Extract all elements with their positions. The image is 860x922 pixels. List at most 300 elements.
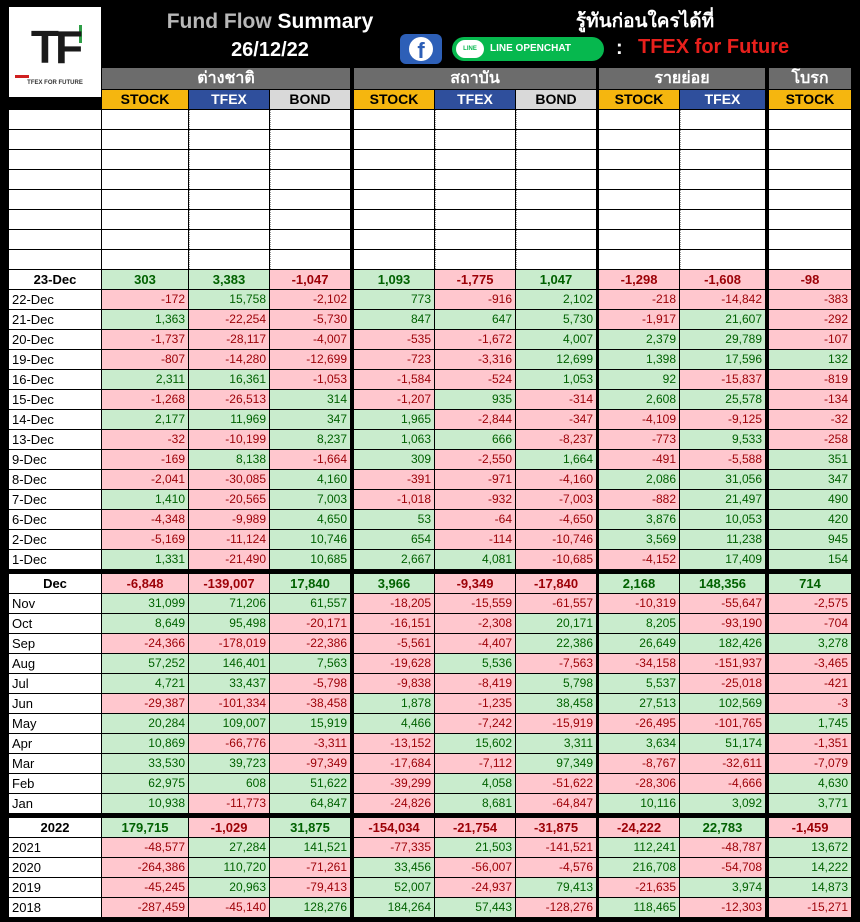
data-cell: 51,174 — [680, 734, 765, 753]
summary-value: -1,775 — [435, 270, 515, 289]
blank-cell — [102, 230, 188, 249]
column-header-bond: BOND — [270, 90, 350, 109]
data-cell: -45,245 — [102, 878, 188, 897]
column-header-stock: STOCK — [599, 90, 679, 109]
data-cell: -24,366 — [102, 634, 188, 653]
summary-label: 23-Dec — [9, 270, 101, 289]
data-cell: 8,205 — [599, 614, 679, 633]
data-cell: -535 — [354, 330, 434, 349]
data-cell: -1,672 — [435, 330, 515, 349]
summary-value: 1,093 — [354, 270, 434, 289]
data-cell: 118,465 — [599, 898, 679, 917]
summary-value: 179,715 — [102, 818, 188, 837]
row-label: 20-Dec — [9, 330, 101, 349]
data-cell: -264,386 — [102, 858, 188, 877]
data-cell: 3,876 — [599, 510, 679, 529]
data-cell: 5,536 — [435, 654, 515, 673]
data-cell: 3,569 — [599, 530, 679, 549]
data-cell: 3,092 — [680, 794, 765, 813]
blank-cell — [769, 250, 851, 269]
row-label: 21-Dec — [9, 310, 101, 329]
blank-cell — [189, 250, 269, 269]
data-cell: 314 — [270, 390, 350, 409]
row-label: 9-Dec — [9, 450, 101, 469]
data-cell: -4,407 — [435, 634, 515, 653]
data-cell: 7,563 — [270, 654, 350, 673]
blank-cell — [189, 190, 269, 209]
data-cell: -172 — [102, 290, 188, 309]
blank-cell — [769, 210, 851, 229]
data-cell: 4,721 — [102, 674, 188, 693]
page-title — [140, 9, 400, 35]
data-cell: -20,565 — [189, 490, 269, 509]
blank-cell — [354, 250, 434, 269]
title-part-summary: Summary — [277, 10, 374, 33]
blank-cell — [435, 170, 515, 189]
data-cell: 1,664 — [516, 450, 596, 469]
data-cell: 11,238 — [680, 530, 765, 549]
data-cell: -16,151 — [354, 614, 434, 633]
data-cell: -1,584 — [354, 370, 434, 389]
data-cell: -32 — [769, 410, 851, 429]
blank-label-cell — [9, 250, 101, 269]
blank-cell — [680, 190, 765, 209]
data-cell: 1,410 — [102, 490, 188, 509]
data-cell: -704 — [769, 614, 851, 633]
data-cell: 52,007 — [354, 878, 434, 897]
data-cell: 146,401 — [189, 654, 269, 673]
data-cell: 31,099 — [102, 594, 188, 613]
blank-cell — [189, 150, 269, 169]
blank-cell — [769, 150, 851, 169]
blank-cell — [354, 170, 434, 189]
data-cell: -5,798 — [270, 674, 350, 693]
blank-cell — [102, 110, 188, 129]
blank-cell — [435, 130, 515, 149]
data-cell: -1,235 — [435, 694, 515, 713]
title-part-fund-flow: Fund Flow — [166, 10, 272, 33]
data-cell: 20,963 — [189, 878, 269, 897]
column-header-stock: STOCK — [102, 90, 188, 109]
data-cell: 4,466 — [354, 714, 434, 733]
data-cell: 8,649 — [102, 614, 188, 633]
data-cell: -258 — [769, 430, 851, 449]
data-cell: -292 — [769, 310, 851, 329]
data-cell: 51,622 — [270, 774, 350, 793]
data-cell: 5,537 — [599, 674, 679, 693]
data-cell: -34,158 — [599, 654, 679, 673]
row-label: 2018 — [9, 898, 101, 917]
data-cell: -11,124 — [189, 530, 269, 549]
blank-cell — [270, 250, 350, 269]
data-cell: 3,278 — [769, 634, 851, 653]
data-cell: 10,746 — [270, 530, 350, 549]
data-cell: -15,919 — [516, 714, 596, 733]
row-label: Aug — [9, 654, 101, 673]
data-cell: 945 — [769, 530, 851, 549]
data-cell: -14,280 — [189, 350, 269, 369]
data-cell: -21,490 — [189, 550, 269, 569]
data-cell: 2,667 — [354, 550, 434, 569]
data-cell: -13,152 — [354, 734, 434, 753]
blank-label-cell — [9, 110, 101, 129]
data-cell: 141,521 — [270, 838, 350, 857]
data-cell: 128,276 — [270, 898, 350, 917]
data-cell: 97,349 — [516, 754, 596, 773]
blank-cell — [516, 190, 596, 209]
blank-cell — [354, 210, 434, 229]
data-cell: 20,284 — [102, 714, 188, 733]
facebook-icon: f — [409, 37, 433, 61]
row-label: Jan — [9, 794, 101, 813]
blank-cell — [102, 170, 188, 189]
data-cell: 21,607 — [680, 310, 765, 329]
data-cell: -32 — [102, 430, 188, 449]
row-label: Sep — [9, 634, 101, 653]
row-label: Mar — [9, 754, 101, 773]
data-cell: -723 — [354, 350, 434, 369]
blank-cell — [435, 210, 515, 229]
data-cell: 5,730 — [516, 310, 596, 329]
blank-cell — [270, 210, 350, 229]
data-cell: 15,919 — [270, 714, 350, 733]
data-cell: -101,334 — [189, 694, 269, 713]
data-cell: -2,308 — [435, 614, 515, 633]
data-cell: 1,331 — [102, 550, 188, 569]
data-cell: -28,306 — [599, 774, 679, 793]
data-cell: -7,242 — [435, 714, 515, 733]
data-cell: 154 — [769, 550, 851, 569]
data-cell: 2,177 — [102, 410, 188, 429]
data-cell: -18,205 — [354, 594, 434, 613]
data-cell: 4,081 — [435, 550, 515, 569]
data-cell: -2,844 — [435, 410, 515, 429]
summary-value: 3,383 — [189, 270, 269, 289]
data-cell: -39,299 — [354, 774, 434, 793]
data-cell: -93,190 — [680, 614, 765, 633]
data-cell: -1,053 — [270, 370, 350, 389]
summary-value: 31,875 — [270, 818, 350, 837]
data-cell: -4,160 — [516, 470, 596, 489]
line-chat-icon: LINE — [456, 40, 484, 58]
blank-cell — [270, 110, 350, 129]
data-cell: -4,152 — [599, 550, 679, 569]
group-header: โบรก — [769, 68, 851, 89]
data-cell: 4,650 — [270, 510, 350, 529]
data-cell: -2,575 — [769, 594, 851, 613]
data-cell: 79,413 — [516, 878, 596, 897]
data-cell: 27,284 — [189, 838, 269, 857]
data-cell: -8,767 — [599, 754, 679, 773]
data-cell: 132 — [769, 350, 851, 369]
blank-cell — [516, 230, 596, 249]
blank-cell — [354, 190, 434, 209]
data-cell: -1,917 — [599, 310, 679, 329]
blank-cell — [769, 190, 851, 209]
data-cell: -4,650 — [516, 510, 596, 529]
row-label: Jul — [9, 674, 101, 693]
data-cell: 666 — [435, 430, 515, 449]
blank-cell — [516, 210, 596, 229]
data-cell: 39,723 — [189, 754, 269, 773]
data-cell: 4,160 — [270, 470, 350, 489]
blank-cell — [680, 170, 765, 189]
blank-cell — [435, 150, 515, 169]
data-cell: 21,503 — [435, 838, 515, 857]
row-label: May — [9, 714, 101, 733]
summary-value: 2,168 — [599, 574, 679, 593]
data-cell: 4,007 — [516, 330, 596, 349]
data-cell: -10,319 — [599, 594, 679, 613]
summary-value: -9,349 — [435, 574, 515, 593]
data-cell: -287,459 — [102, 898, 188, 917]
blank-cell — [516, 130, 596, 149]
data-cell: -38,458 — [270, 694, 350, 713]
data-cell: -15,271 — [769, 898, 851, 917]
data-cell: 38,458 — [516, 694, 596, 713]
summary-value: 22,783 — [680, 818, 765, 837]
row-label: Nov — [9, 594, 101, 613]
column-header-stock: STOCK — [769, 90, 851, 109]
data-cell: -1,018 — [354, 490, 434, 509]
row-label: 2-Dec — [9, 530, 101, 549]
data-cell: -1,268 — [102, 390, 188, 409]
data-cell: 12,699 — [516, 350, 596, 369]
data-cell: 10,938 — [102, 794, 188, 813]
row-label: 13-Dec — [9, 430, 101, 449]
data-cell: 2,379 — [599, 330, 679, 349]
column-header-stock: STOCK — [354, 90, 434, 109]
data-cell: 3,311 — [516, 734, 596, 753]
data-cell: 110,720 — [189, 858, 269, 877]
data-cell: 1,878 — [354, 694, 434, 713]
data-cell: 490 — [769, 490, 851, 509]
data-cell: -7,563 — [516, 654, 596, 673]
data-cell: -5,561 — [354, 634, 434, 653]
data-cell: 351 — [769, 450, 851, 469]
data-cell: -8,419 — [435, 674, 515, 693]
data-cell: 1,398 — [599, 350, 679, 369]
data-cell: -882 — [599, 490, 679, 509]
data-cell: -7,079 — [769, 754, 851, 773]
blank-cell — [102, 190, 188, 209]
data-cell: -61,557 — [516, 594, 596, 613]
data-cell: 182,426 — [680, 634, 765, 653]
data-cell: 8,237 — [270, 430, 350, 449]
data-cell: -128,276 — [516, 898, 596, 917]
logo-letters: TF — [30, 21, 80, 73]
summary-value: -98 — [769, 270, 851, 289]
data-cell: 17,409 — [680, 550, 765, 569]
data-cell: -4,007 — [270, 330, 350, 349]
data-cell: -3,311 — [270, 734, 350, 753]
data-cell: -97,349 — [270, 754, 350, 773]
blank-cell — [189, 130, 269, 149]
blank-label-cell — [9, 130, 101, 149]
data-cell: -5,169 — [102, 530, 188, 549]
data-cell: -218 — [599, 290, 679, 309]
data-cell: 8,138 — [189, 450, 269, 469]
data-cell: 10,053 — [680, 510, 765, 529]
blank-cell — [599, 230, 679, 249]
data-cell: -64 — [435, 510, 515, 529]
row-label: 14-Dec — [9, 410, 101, 429]
data-cell: -391 — [354, 470, 434, 489]
data-cell: -26,513 — [189, 390, 269, 409]
summary-value: -139,007 — [189, 574, 269, 593]
data-cell: -3,316 — [435, 350, 515, 369]
summary-value: -1,029 — [189, 818, 269, 837]
blank-cell — [599, 250, 679, 269]
data-cell: 11,969 — [189, 410, 269, 429]
summary-label: 2022 — [9, 818, 101, 837]
data-cell: 15,602 — [435, 734, 515, 753]
data-cell: 20,171 — [516, 614, 596, 633]
data-cell: 71,206 — [189, 594, 269, 613]
logo-subtitle: TFEX FOR FUTURE — [27, 80, 83, 86]
data-cell: -12,303 — [680, 898, 765, 917]
data-cell: 8,681 — [435, 794, 515, 813]
data-cell: -383 — [769, 290, 851, 309]
blank-cell — [435, 110, 515, 129]
data-cell: -807 — [102, 350, 188, 369]
data-cell: 2,102 — [516, 290, 596, 309]
facebook-button[interactable] — [400, 34, 442, 64]
blank-cell — [599, 190, 679, 209]
data-cell: -48,577 — [102, 838, 188, 857]
blank-cell — [270, 230, 350, 249]
data-cell: -178,019 — [189, 634, 269, 653]
data-cell: -7,112 — [435, 754, 515, 773]
data-cell: -773 — [599, 430, 679, 449]
row-label: 7-Dec — [9, 490, 101, 509]
summary-value: -1,608 — [680, 270, 765, 289]
data-cell: -54,708 — [680, 858, 765, 877]
blank-label-cell — [9, 150, 101, 169]
row-label: 2021 — [9, 838, 101, 857]
data-cell: 29,789 — [680, 330, 765, 349]
data-cell: -24,826 — [354, 794, 434, 813]
data-cell: 1,965 — [354, 410, 434, 429]
blank-cell — [599, 150, 679, 169]
data-cell: -10,685 — [516, 550, 596, 569]
blank-cell — [516, 150, 596, 169]
data-cell: -11,773 — [189, 794, 269, 813]
column-header-tfex: TFEX — [189, 90, 269, 109]
summary-value: 714 — [769, 574, 851, 593]
data-cell: 16,361 — [189, 370, 269, 389]
line-openchat-button[interactable] — [452, 37, 604, 61]
data-cell: -71,261 — [270, 858, 350, 877]
data-cell: 2,311 — [102, 370, 188, 389]
data-cell: -4,109 — [599, 410, 679, 429]
data-cell: -66,776 — [189, 734, 269, 753]
data-cell: 4,630 — [769, 774, 851, 793]
data-cell: -347 — [516, 410, 596, 429]
data-cell: -114 — [435, 530, 515, 549]
row-label: Jun — [9, 694, 101, 713]
data-cell: -32,611 — [680, 754, 765, 773]
blank-cell — [354, 130, 434, 149]
data-cell: -4,348 — [102, 510, 188, 529]
data-cell: 2,608 — [599, 390, 679, 409]
data-cell: -77,335 — [354, 838, 434, 857]
blank-label-cell — [9, 230, 101, 249]
data-cell: 10,685 — [270, 550, 350, 569]
summary-value: -6,848 — [102, 574, 188, 593]
data-cell: -14,842 — [680, 290, 765, 309]
data-cell: 57,443 — [435, 898, 515, 917]
summary-value: 303 — [102, 270, 188, 289]
data-cell: -4,576 — [516, 858, 596, 877]
promo-colon: : — [616, 37, 623, 59]
summary-value: -1,459 — [769, 818, 851, 837]
data-cell: 347 — [270, 410, 350, 429]
blank-cell — [680, 130, 765, 149]
row-label: Feb — [9, 774, 101, 793]
data-cell: 33,456 — [354, 858, 434, 877]
blank-label-cell — [9, 210, 101, 229]
data-cell: -151,937 — [680, 654, 765, 673]
row-label: 2019 — [9, 878, 101, 897]
summary-value: -154,034 — [354, 818, 434, 837]
summary-value: -31,875 — [516, 818, 596, 837]
blank-cell — [680, 230, 765, 249]
promo-text: รู้ทันก่อนใครได้ที่ — [575, 11, 715, 32]
blank-cell — [354, 150, 434, 169]
blank-cell — [189, 210, 269, 229]
blank-cell — [680, 210, 765, 229]
blank-cell — [516, 110, 596, 129]
blank-cell — [102, 210, 188, 229]
data-cell: -1,351 — [769, 734, 851, 753]
data-cell: 10,869 — [102, 734, 188, 753]
blank-cell — [680, 250, 765, 269]
data-cell: -56,007 — [435, 858, 515, 877]
data-cell: 17,596 — [680, 350, 765, 369]
data-cell: -101,765 — [680, 714, 765, 733]
data-cell: -1,737 — [102, 330, 188, 349]
blank-cell — [435, 250, 515, 269]
data-cell: -932 — [435, 490, 515, 509]
data-cell: -48,787 — [680, 838, 765, 857]
data-cell: 92 — [599, 370, 679, 389]
data-cell: 61,557 — [270, 594, 350, 613]
data-cell: -64,847 — [516, 794, 596, 813]
blank-cell — [769, 130, 851, 149]
summary-value: 3,966 — [354, 574, 434, 593]
data-cell: -819 — [769, 370, 851, 389]
data-cell: -9,838 — [354, 674, 434, 693]
row-label: 2020 — [9, 858, 101, 877]
summary-value: -17,840 — [516, 574, 596, 593]
data-cell: -28,117 — [189, 330, 269, 349]
data-cell: 13,672 — [769, 838, 851, 857]
data-cell: 25,578 — [680, 390, 765, 409]
row-label: Oct — [9, 614, 101, 633]
blank-cell — [599, 130, 679, 149]
data-cell: 773 — [354, 290, 434, 309]
row-label: 1-Dec — [9, 550, 101, 569]
row-label: 6-Dec — [9, 510, 101, 529]
column-header-bond: BOND — [516, 90, 596, 109]
tfex-for-future-logo — [9, 7, 101, 97]
data-cell: -10,199 — [189, 430, 269, 449]
data-cell: 4,058 — [435, 774, 515, 793]
data-cell: 3,634 — [599, 734, 679, 753]
data-cell: -26,495 — [599, 714, 679, 733]
data-cell: -29,387 — [102, 694, 188, 713]
